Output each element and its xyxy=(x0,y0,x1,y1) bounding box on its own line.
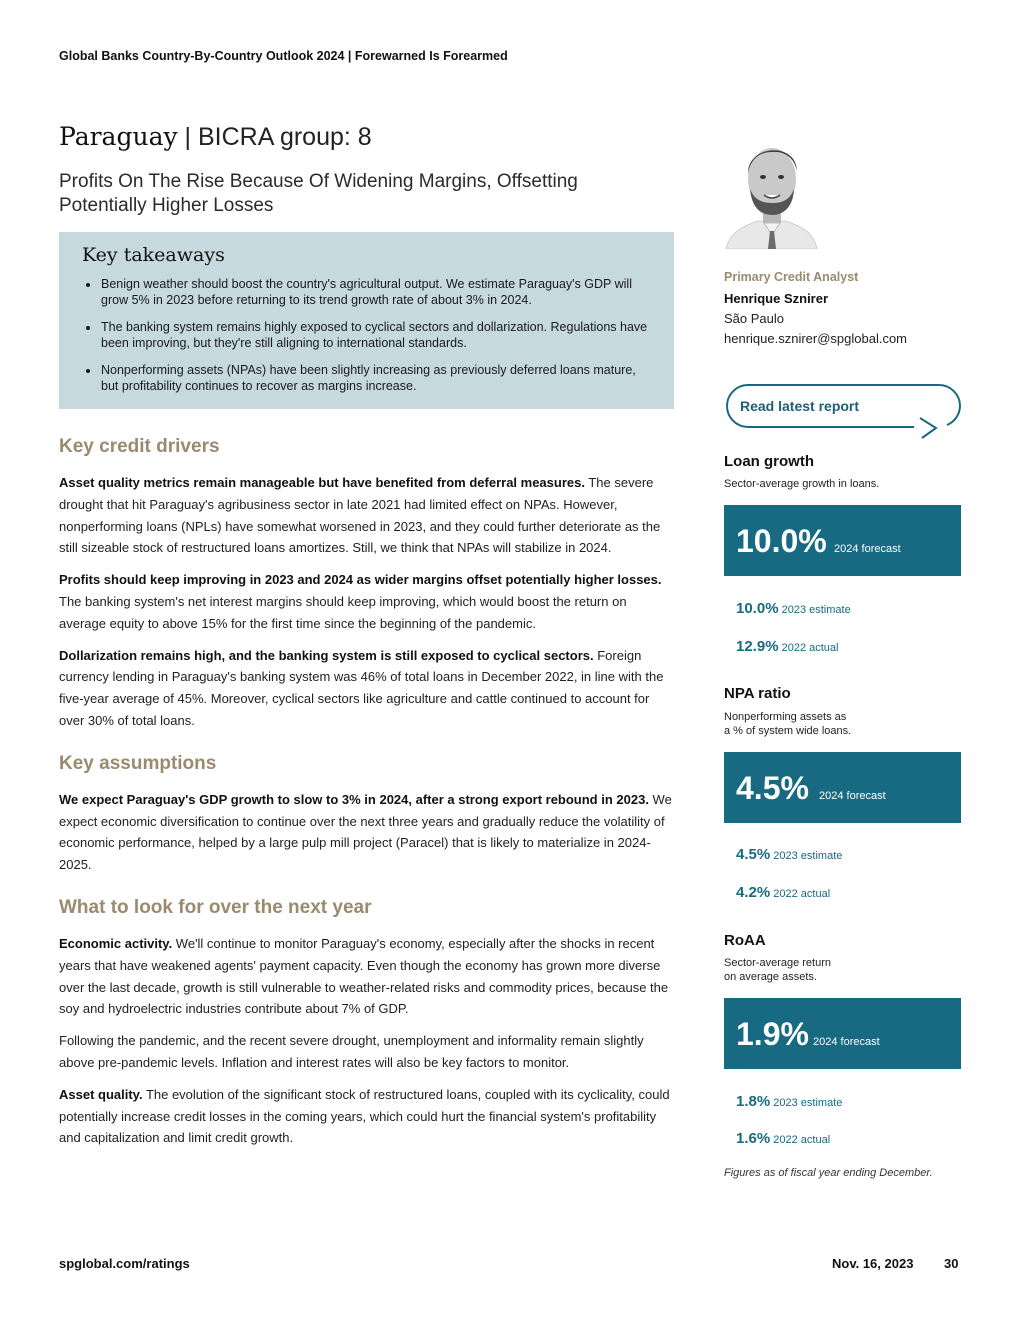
loan-growth-forecast-label: 2024 forecast xyxy=(834,543,901,555)
read-latest-report-button[interactable] xyxy=(724,384,961,432)
analyst-email-link[interactable]: henrique.sznirer@spglobal.com xyxy=(724,331,908,346)
paragraph-lead: Asset quality metrics remain manageable but have benefited from deferral measures. xyxy=(59,475,585,490)
npa-ratio-estimate xyxy=(736,846,842,863)
paragraph-body: We'll continue to monitor Paraguay's economy, especially after the shocks in recent years that have weakened agents' payment capacity. Even though the economy has grown more diverse over the last decade, growth is still vulnerable to weather-related risks and commodity prices, because the soy and hydroelectric industries contribute about 7% of GDP. xyxy=(59,935,669,1017)
main-content xyxy=(59,436,674,1159)
estimate-value: 1.8% xyxy=(736,1093,771,1110)
paragraph-lead: Economic activity. xyxy=(59,935,173,951)
analyst-contact xyxy=(724,270,974,349)
actual-label: 2022 actual xyxy=(781,642,839,654)
paragraph-lead: Asset quality. xyxy=(59,1086,143,1102)
description-line: Sector-average return xyxy=(724,957,831,969)
roaa-estimate xyxy=(736,1093,842,1110)
actual-label: 2022 actual xyxy=(773,888,831,900)
actual-value: 1.6% xyxy=(736,1130,771,1147)
page-subtitle: Profits On The Rise Because Of Widening Margins, Offsetting Potentially Higher Losses xyxy=(59,171,578,216)
paragraph xyxy=(59,933,674,1020)
npa-ratio-forecast-box xyxy=(724,752,961,823)
analyst-city: São Paulo xyxy=(724,311,784,326)
loan-growth-description: Sector-average growth in loans. xyxy=(724,478,880,490)
loan-growth-actual xyxy=(736,638,839,655)
roaa-forecast-box xyxy=(724,998,961,1069)
section-heading-credit-drivers: Key credit drivers xyxy=(59,436,220,457)
page-title-country: Paraguay xyxy=(59,122,178,151)
page-title xyxy=(59,122,372,152)
paragraph-lead: We expect Paraguay's GDP growth to slow to 3% in 2024, after a strong export rebound in 2023. xyxy=(59,791,649,807)
key-takeaways-heading: Key takeaways xyxy=(82,244,225,266)
roaa-description xyxy=(724,956,964,984)
takeaway-item: • Nonperforming assets (NPAs) have been slightly increasing as previously deferred loans mature, but profitability continues to recover as margins increase. xyxy=(100,362,650,394)
paragraph-body: Foreign currency lending in Paraguay's banking system was 46% of total loans in December 2022, in line with the five-year average of 45%. Moreover, cyclical sectors like agriculture and cattle continued to account for over 30% of total loans. xyxy=(59,647,664,728)
estimate-value: 4.5% xyxy=(736,846,771,863)
roaa-forecast-label: 2024 forecast xyxy=(813,1036,880,1048)
npa-ratio-forecast-label: 2024 forecast xyxy=(819,790,886,802)
key-takeaways-list xyxy=(82,276,650,394)
analyst-role: Primary Credit Analyst xyxy=(724,270,859,284)
description-line: on average assets. xyxy=(724,971,817,983)
running-header: Global Banks Country-By-Country Outlook 2024 | Forewarned Is Forearmed xyxy=(59,49,508,63)
paragraph xyxy=(59,645,674,732)
loan-growth-forecast-value: 10.0% xyxy=(736,523,827,559)
paragraph-body: The evolution of the significant stock of restructured loans, coupled with its cyclicality, could potentially increase credit losses in the coming years, which could hurt the financial system's profitability and capitalization and limit credit growth. xyxy=(59,1086,670,1146)
loan-growth-forecast-box xyxy=(724,505,961,576)
npa-ratio-title: NPA ratio xyxy=(724,685,791,702)
footer-date: Nov. 16, 2023 xyxy=(832,1256,914,1271)
paragraph xyxy=(59,789,674,876)
footer-site-link[interactable]: spglobal.com/ratings xyxy=(59,1256,190,1271)
npa-ratio-forecast-value: 4.5% xyxy=(736,770,809,806)
paragraph-body: The banking system's net interest margins should keep improving, which would boost the return on average equity to above 15% for the first time since the beginning of the pandemic. xyxy=(59,593,627,631)
loan-growth-title: Loan growth xyxy=(724,453,814,470)
read-latest-report-label: Read latest report xyxy=(740,398,860,414)
page-title-bicra: | BICRA group: 8 xyxy=(177,123,372,151)
paragraph-lead: Dollarization remains high, and the banking system is still exposed to cyclical sectors. xyxy=(59,647,594,663)
roaa-actual xyxy=(736,1130,830,1147)
paragraph xyxy=(59,1084,674,1149)
description-line: Nonperforming assets as xyxy=(724,711,847,723)
paragraph-body: The severe drought that hit Paraguay's agribusiness sector in late 2021 had limited effect on NPAs. However, nonperforming loans (NPLs) have somewhat worsened in 2023, and they could further deteriorate as the still sizeable stock of restructured loans amortizes. Still, we think that NPAs will stabilize in 2024. xyxy=(59,475,661,556)
analyst-name: Henrique Sznirer xyxy=(724,291,829,306)
paragraph: Following the pandemic, and the recent severe drought, unemployment and informality remain slightly above pre-pandemic levels. Inflation and interest rates will also be key factors to monitor. xyxy=(59,1033,644,1070)
description-line: a % of system wide loans. xyxy=(724,725,852,737)
arrow-icon xyxy=(724,384,964,444)
key-takeaways-box xyxy=(59,232,674,409)
analyst-photo xyxy=(724,135,819,249)
roaa-forecast-value: 1.9% xyxy=(736,1016,809,1052)
estimate-value: 10.0% xyxy=(736,600,779,617)
figures-footnote: Figures as of fiscal year ending December. xyxy=(724,1167,933,1179)
actual-label: 2022 actual xyxy=(773,1134,831,1146)
npa-ratio-actual xyxy=(736,884,830,901)
paragraph-lead: Profits should keep improving in 2023 and 2024 as wider margins offset potentially higher losses. xyxy=(59,572,662,588)
section-heading-next-year: What to look for over the next year xyxy=(59,896,372,918)
takeaway-item: • Benign weather should boost the country's agricultural output. We estimate Paraguay's GDP will grow 5% in 2023 before returning to its trend growth rate of about 3% in 2024. xyxy=(100,276,650,308)
paragraph xyxy=(59,472,674,559)
paragraph xyxy=(59,569,674,634)
paragraph-body: We expect economic diversification to continue over the next three years and gradually reduce the volatility of economic performance, helped by a large pulp mill project (Paracel) that is likely to materialize in 2024-2025. xyxy=(59,791,672,873)
actual-value: 12.9% xyxy=(736,638,779,655)
actual-value: 4.2% xyxy=(736,884,771,901)
section-heading-key-assumptions: Key assumptions xyxy=(59,752,217,774)
page-number: 30 xyxy=(944,1256,959,1271)
loan-growth-estimate xyxy=(736,600,851,617)
estimate-label: 2023 estimate xyxy=(773,1097,843,1109)
npa-ratio-description xyxy=(724,710,964,738)
roaa-title: RoAA xyxy=(724,932,766,949)
estimate-label: 2023 estimate xyxy=(781,604,851,616)
estimate-label: 2023 estimate xyxy=(773,850,843,862)
takeaway-item: • The banking system remains highly exposed to cyclical sectors and dollarization. Regulations have been improving, but they're still aligning to international standards. xyxy=(100,319,650,351)
